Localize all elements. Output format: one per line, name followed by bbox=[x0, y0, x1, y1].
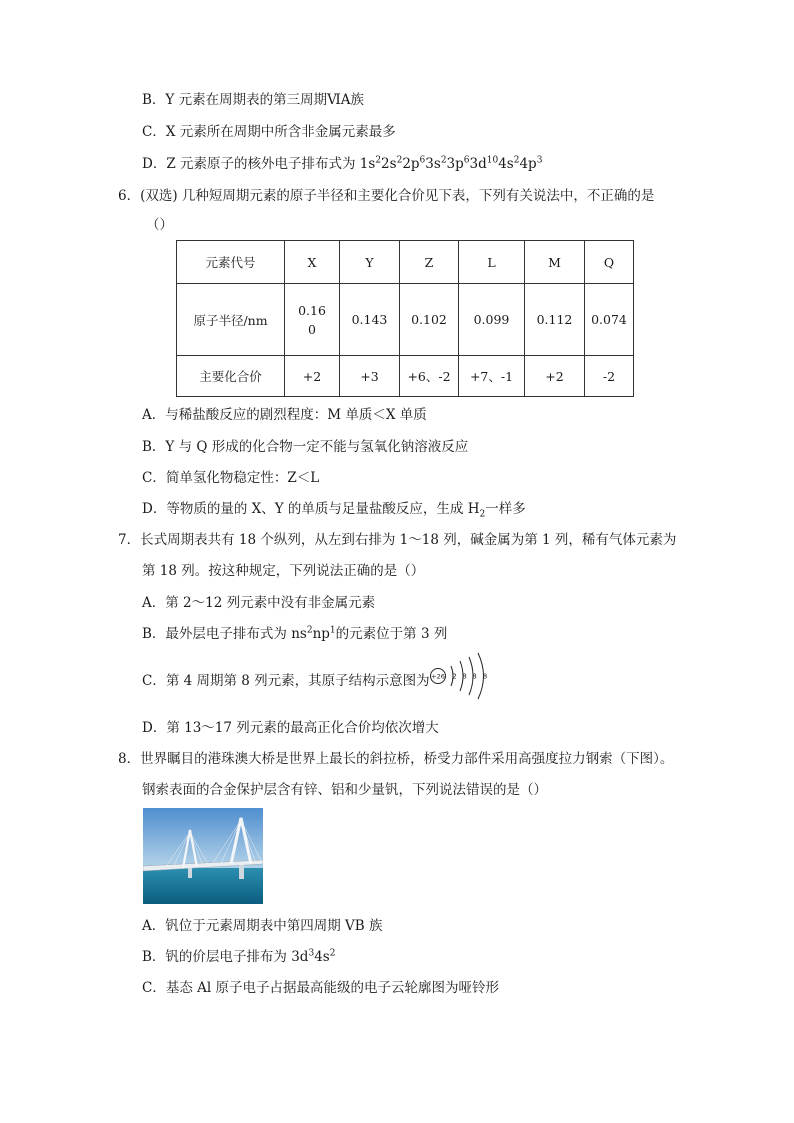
table-cell: 主要化合价 bbox=[177, 356, 285, 397]
atom-structure-diagram bbox=[429, 652, 495, 700]
table-cell: 0.074 bbox=[585, 284, 634, 356]
q8-stem-line1: 8．世界瞩目的港珠澳大桥是世界上最长的斜拉桥，桥受力部件采用高强度拉力钢索（下图）。 bbox=[118, 751, 674, 767]
q7-option-a: A．第 2～12 列元素中没有非金属元素 bbox=[142, 595, 376, 611]
q6-option-a: A．与稀盐酸反应的剧烈程度：M 单质＜X 单质 bbox=[142, 407, 427, 423]
table-cell: 元素代号 bbox=[177, 241, 285, 284]
table-cell: +2 bbox=[285, 356, 340, 397]
q5-option-b: B．Y 元素在周期表的第三周期ⅥA族 bbox=[142, 92, 364, 108]
shell-electron-count-2: 8 bbox=[462, 672, 467, 681]
shell-electron-count-3: 8 bbox=[472, 672, 477, 681]
pier-right bbox=[239, 865, 244, 879]
table-cell: Q bbox=[585, 241, 634, 284]
radius-x-part1: 0.16 bbox=[298, 302, 326, 318]
table-cell: M bbox=[525, 241, 585, 284]
q8-stem-line2: 钢索表面的合金保护层含有锌、铝和少量钒，下列说法错误的是（） bbox=[142, 782, 547, 798]
table-cell: L bbox=[459, 241, 525, 284]
table-cell: +3 bbox=[340, 356, 400, 397]
q6-option-c: C．简单氢化物稳定性：Z＜L bbox=[142, 470, 320, 486]
table-cell: +2 bbox=[525, 356, 585, 397]
q7-stem-line2: 第 18 列。按这种规定，下列说法正确的是（） bbox=[142, 563, 425, 579]
q7-option-c: C．第 4 周期第 8 列元素，其原子结构示意图为 bbox=[142, 673, 430, 689]
table-cell: +7、-1 bbox=[459, 356, 525, 397]
bridge-photo bbox=[143, 808, 263, 904]
q6-paren: （） bbox=[146, 217, 173, 233]
q7-option-b: B．最外层电子排布式为 $ns^2np^1$的元素位于第 3 列 bbox=[142, 625, 448, 642]
q8-option-a: A．钒位于元素周期表中第四周期 VB 族 bbox=[142, 918, 383, 934]
table-cell: 原子半径/nm bbox=[177, 284, 285, 356]
table-row-valence bbox=[177, 356, 634, 397]
q8-option-c: C．基态 Al 原子电子占据最高能级的电子云轮廓图为哑铃形 bbox=[142, 980, 499, 996]
table-cell: 0.102 bbox=[400, 284, 459, 356]
table-row-radius bbox=[177, 284, 634, 356]
table-cell: -2 bbox=[585, 356, 634, 397]
table-cell: 0.112 bbox=[525, 284, 585, 356]
atom-nucleus-label: +26 bbox=[431, 672, 445, 681]
table-cell: 0.143 bbox=[340, 284, 400, 356]
table-cell: Z bbox=[400, 241, 459, 284]
q6-option-d: D．等物质的量的 X、Y 的单质与足量盐酸反应，生成 $H_2$一样多 bbox=[142, 501, 526, 520]
table-cell: Y bbox=[340, 241, 400, 284]
q6-stem: 6．(双选) 几种短周期元素的原子半径和主要化合价见下表，下列有关说法中，不正确的是 bbox=[118, 188, 655, 204]
table-cell: +6、-2 bbox=[400, 356, 459, 397]
q7-option-d: D．第 13～17 列元素的最高正化合价均依次增大 bbox=[142, 720, 439, 736]
shell-electron-count-4: 8 bbox=[482, 672, 488, 681]
q7-stem-line1: 7．长式周期表共有 18 个纵列，从左到右排为 1～18 列，碱金属为第 1 列，稀有气体元素为 bbox=[118, 532, 677, 548]
q5-option-d: D．Z 元素原子的核外电子排布式为 $1s^22s^22p^63s^23p^63d^{10}4s^24p^3$ bbox=[142, 155, 543, 172]
q5-option-c: C．X 元素所在周期中所含非金属元素最多 bbox=[142, 124, 396, 140]
pier-left bbox=[188, 868, 192, 878]
q8-option-b: B．钒的价层电子排布为 $3d^34s^2$ bbox=[142, 948, 336, 965]
sea bbox=[143, 868, 263, 904]
table-cell: X bbox=[285, 241, 340, 284]
q5-option-d-prefix: D．Z 元素原子的核外电子排布式为 1s bbox=[142, 156, 376, 172]
q6-element-table bbox=[176, 240, 634, 397]
radius-x-part2: 0 bbox=[308, 321, 316, 337]
table-cell bbox=[285, 284, 340, 356]
table-header-row bbox=[177, 241, 634, 284]
q6-option-b: B．Y 与 Q 形成的化合物一定不能与氢氧化钠溶液反应 bbox=[142, 439, 469, 455]
table-cell: 0.099 bbox=[459, 284, 525, 356]
shell-electron-count-1: 2 bbox=[452, 672, 457, 681]
